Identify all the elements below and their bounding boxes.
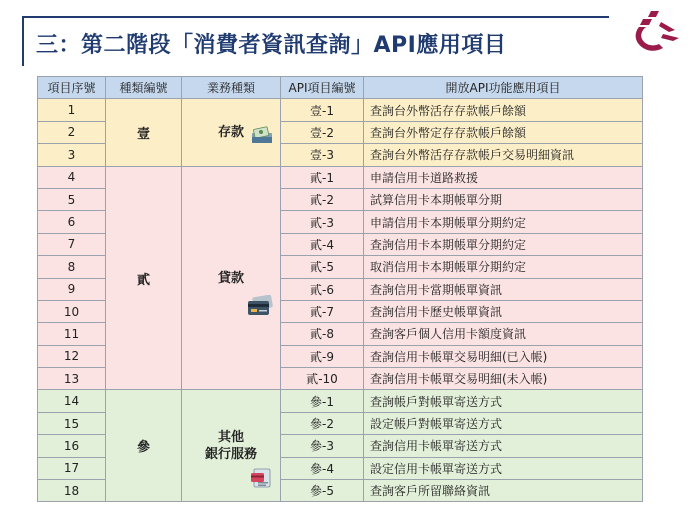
api-function: 查詢客戶個人信用卡額度資訊 (364, 323, 643, 345)
api-code: 壹-2 (281, 121, 364, 143)
api-code: 貳-5 (281, 256, 364, 278)
header-api-code: API項目編號 (281, 77, 364, 99)
api-function: 查詢信用卡本期帳單分期約定 (364, 233, 643, 255)
api-code: 參-4 (281, 457, 364, 479)
title-bar (22, 16, 609, 66)
api-code: 參-3 (281, 435, 364, 457)
api-code: 貳-10 (281, 368, 364, 390)
header-api-function: 開放API功能應用項目 (364, 77, 643, 99)
api-function: 設定帳戶對帳單寄送方式 (364, 412, 643, 434)
item-no: 10 (38, 300, 106, 322)
api-code: 壹-3 (281, 144, 364, 166)
api-function: 取消信用卡本期帳單分期約定 (364, 256, 643, 278)
api-code: 貳-2 (281, 188, 364, 210)
api-function: 申請信用卡本期帳單分期約定 (364, 211, 643, 233)
business-type: 存款 (217, 124, 244, 140)
bank-service-icon (250, 468, 272, 488)
api-function: 查詢信用卡帳單交易明細(未入帳) (364, 368, 643, 390)
table-row (38, 99, 643, 121)
header-item-no: 項目序號 (38, 77, 106, 99)
item-no: 8 (38, 256, 106, 278)
item-no: 12 (38, 345, 106, 367)
api-code: 參-1 (281, 390, 364, 412)
item-no: 18 (38, 480, 106, 502)
api-code: 貳-1 (281, 166, 364, 188)
logo-icon (625, 8, 685, 56)
item-no: 15 (38, 412, 106, 434)
business-type-cell (182, 99, 281, 166)
api-function: 查詢信用卡歷史帳單資訊 (364, 300, 643, 322)
item-no: 6 (38, 211, 106, 233)
item-no: 7 (38, 233, 106, 255)
item-no: 11 (38, 323, 106, 345)
api-code: 參-2 (281, 412, 364, 434)
table-header-row (38, 77, 643, 99)
item-no: 2 (38, 121, 106, 143)
category-code: 壹 (106, 99, 182, 166)
item-no: 1 (38, 99, 106, 121)
api-code: 貳-8 (281, 323, 364, 345)
page-title: 三：第二階段「消費者資訊查詢」API應用項目 (36, 33, 507, 58)
item-no: 17 (38, 457, 106, 479)
api-code: 貳-4 (281, 233, 364, 255)
api-code: 壹-1 (281, 99, 364, 121)
api-function: 試算信用卡本期帳單分期 (364, 188, 643, 210)
api-code: 貳-7 (281, 300, 364, 322)
api-function: 查詢台外幣定存存款帳戶餘額 (364, 121, 643, 143)
table-row (38, 166, 643, 188)
api-function: 設定信用卡帳單寄送方式 (364, 457, 643, 479)
header-category-code: 種類編號 (106, 77, 182, 99)
table-row (38, 390, 643, 412)
api-table (37, 76, 643, 502)
item-no: 3 (38, 144, 106, 166)
api-function: 申請信用卡道路救援 (364, 166, 643, 188)
business-type-line-1: 其他 (217, 429, 244, 445)
api-function: 查詢信用卡帳單交易明細(已入帳) (364, 345, 643, 367)
api-code: 貳-9 (281, 345, 364, 367)
api-function: 查詢信用卡當期帳單資訊 (364, 278, 643, 300)
api-code: 參-5 (281, 480, 364, 502)
api-function: 查詢台外幣活存存款帳戶餘額 (364, 99, 643, 121)
api-function: 查詢信用卡帳單寄送方式 (364, 435, 643, 457)
deposit-icon (251, 126, 273, 144)
item-no: 5 (38, 188, 106, 210)
api-function: 查詢帳戶對帳單寄送方式 (364, 390, 643, 412)
category-code: 貳 (106, 166, 182, 390)
credit-card-icon (247, 295, 273, 317)
item-no: 4 (38, 166, 106, 188)
header-business-type: 業務種類 (182, 77, 281, 99)
item-no: 13 (38, 368, 106, 390)
business-type-cell (182, 390, 281, 502)
item-no: 9 (38, 278, 106, 300)
api-code: 貳-3 (281, 211, 364, 233)
business-type-cell (182, 166, 281, 390)
api-function: 查詢台外幣活存存款帳戶交易明細資訊 (364, 144, 643, 166)
api-code: 貳-6 (281, 278, 364, 300)
business-type: 貸款 (217, 270, 244, 286)
business-type-line-2: 銀行服務 (204, 446, 257, 462)
item-no: 16 (38, 435, 106, 457)
api-function: 查詢客戶所留聯絡資訊 (364, 480, 643, 502)
item-no: 14 (38, 390, 106, 412)
category-code: 參 (106, 390, 182, 502)
